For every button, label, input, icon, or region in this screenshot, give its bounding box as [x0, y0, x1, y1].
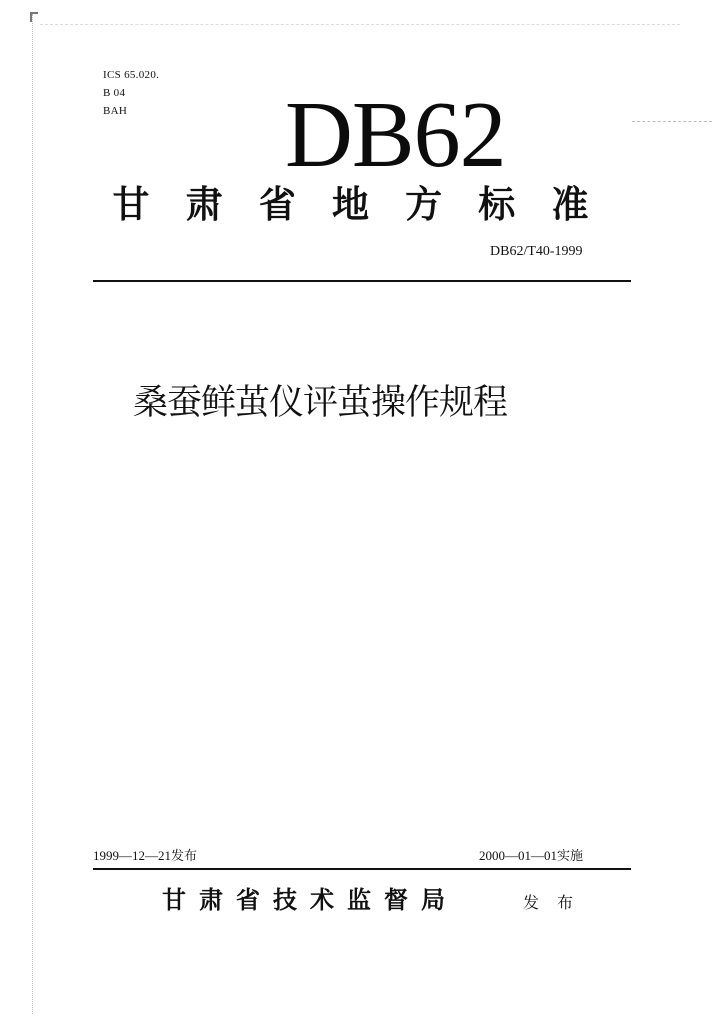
- scan-left-edge: [32, 14, 34, 1014]
- bottom-divider: [93, 868, 631, 870]
- standard-type-heading: [108, 182, 593, 228]
- standard-type-char: 地: [331, 183, 369, 226]
- standard-type-char: 肃: [185, 183, 223, 226]
- scan-top-edge: [40, 24, 680, 26]
- scan-margin-dash: [632, 121, 712, 123]
- standard-type-char: 方: [405, 183, 443, 226]
- ccs-code: B 04: [103, 87, 126, 99]
- db62-logo: DB62: [285, 83, 506, 187]
- classification-codes: [103, 66, 159, 120]
- standard-type-char: 甘: [112, 183, 150, 226]
- standard-type-char: 标: [478, 183, 516, 226]
- document-title: 桑蚕鲜茧仪评茧操作规程: [133, 383, 508, 423]
- ics-code: ICS 65.020.: [103, 69, 160, 81]
- filing-code: BAH: [103, 105, 128, 117]
- issuing-authority: 甘肃省技术监督局: [162, 886, 458, 914]
- issue-date: 1999—12—21发布: [93, 848, 198, 863]
- standard-type-char: 省: [258, 183, 296, 226]
- standard-type-char: 准: [551, 183, 589, 226]
- standard-number: DB62/T40-1999: [490, 244, 583, 259]
- implementation-date: 2000—01—01实施: [479, 848, 584, 863]
- top-divider: [93, 280, 631, 282]
- issue-label: 发布: [523, 893, 592, 912]
